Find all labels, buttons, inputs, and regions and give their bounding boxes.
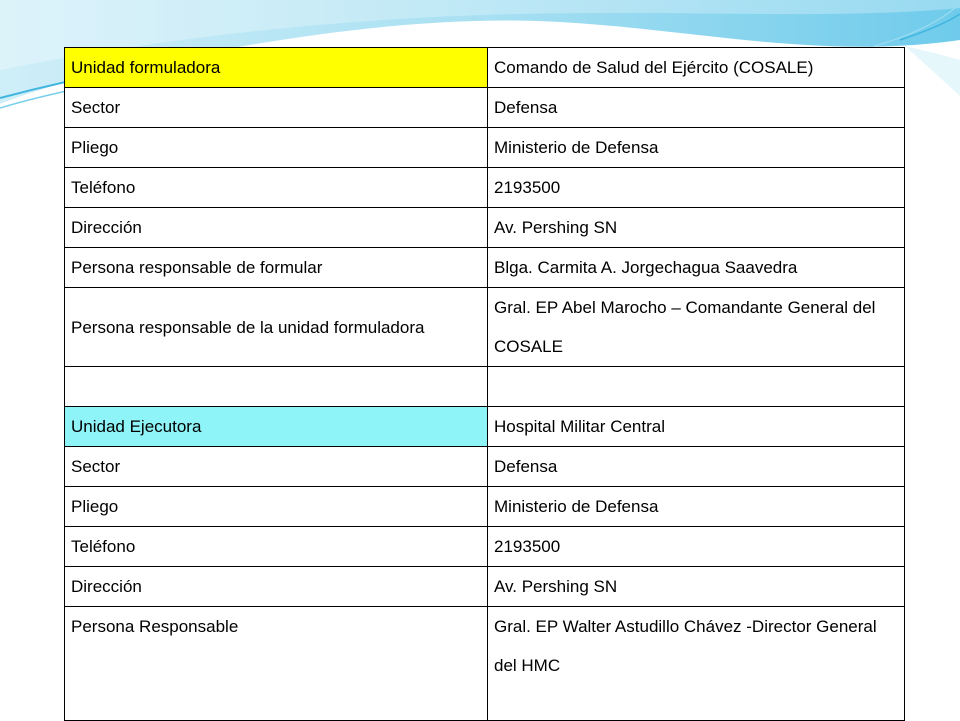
value-persona-formular: Blga. Carmita A. Jorgechagua Saavedra <box>488 248 905 288</box>
label-direccion: Dirección <box>65 567 488 607</box>
label-unidad-ejecutora: Unidad Ejecutora <box>65 407 488 447</box>
label-persona-responsable: Persona Responsable <box>65 607 488 721</box>
table-row <box>65 168 905 208</box>
value-persona-unidad-formuladora: Gral. EP Abel Marocho – Comandante General del COSALE <box>488 288 905 367</box>
value-unidad-formuladora: Comando de Salud del Ejército (COSALE) <box>488 48 905 88</box>
value-direccion: Av. Pershing SN <box>488 567 905 607</box>
label-persona-unidad-formuladora: Persona responsable de la unidad formuladora <box>65 288 488 367</box>
value-telefono: 2193500 <box>488 168 905 208</box>
table-row <box>65 407 905 447</box>
label-sector: Sector <box>65 88 488 128</box>
label-telefono: Teléfono <box>65 527 488 567</box>
value-persona-responsable: Gral. EP Walter Astudillo Chávez -Director General del HMC <box>488 607 905 721</box>
label-telefono: Teléfono <box>65 168 488 208</box>
empty-cell <box>65 367 488 407</box>
label-unidad-formuladora: Unidad formuladora <box>65 48 488 88</box>
table-row <box>65 447 905 487</box>
table-row <box>65 288 905 367</box>
table-row <box>65 567 905 607</box>
table-row-empty <box>65 367 905 407</box>
value-direccion: Av. Pershing SN <box>488 208 905 248</box>
value-telefono: 2193500 <box>488 527 905 567</box>
value-sector: Defensa <box>488 88 905 128</box>
value-unidad-ejecutora: Hospital Militar Central <box>488 407 905 447</box>
table-row <box>65 48 905 88</box>
empty-cell <box>488 367 905 407</box>
table-row <box>65 527 905 567</box>
label-sector: Sector <box>65 447 488 487</box>
label-pliego: Pliego <box>65 487 488 527</box>
value-sector: Defensa <box>488 447 905 487</box>
table-row <box>65 208 905 248</box>
table-row <box>65 248 905 288</box>
value-pliego: Ministerio de Defensa <box>488 487 905 527</box>
label-persona-formular: Persona responsable de formular <box>65 248 488 288</box>
label-direccion: Dirección <box>65 208 488 248</box>
project-info-table <box>64 47 905 721</box>
table-row <box>65 88 905 128</box>
value-pliego: Ministerio de Defensa <box>488 128 905 168</box>
table-row <box>65 128 905 168</box>
label-pliego: Pliego <box>65 128 488 168</box>
table-row <box>65 487 905 527</box>
table-row <box>65 607 905 721</box>
